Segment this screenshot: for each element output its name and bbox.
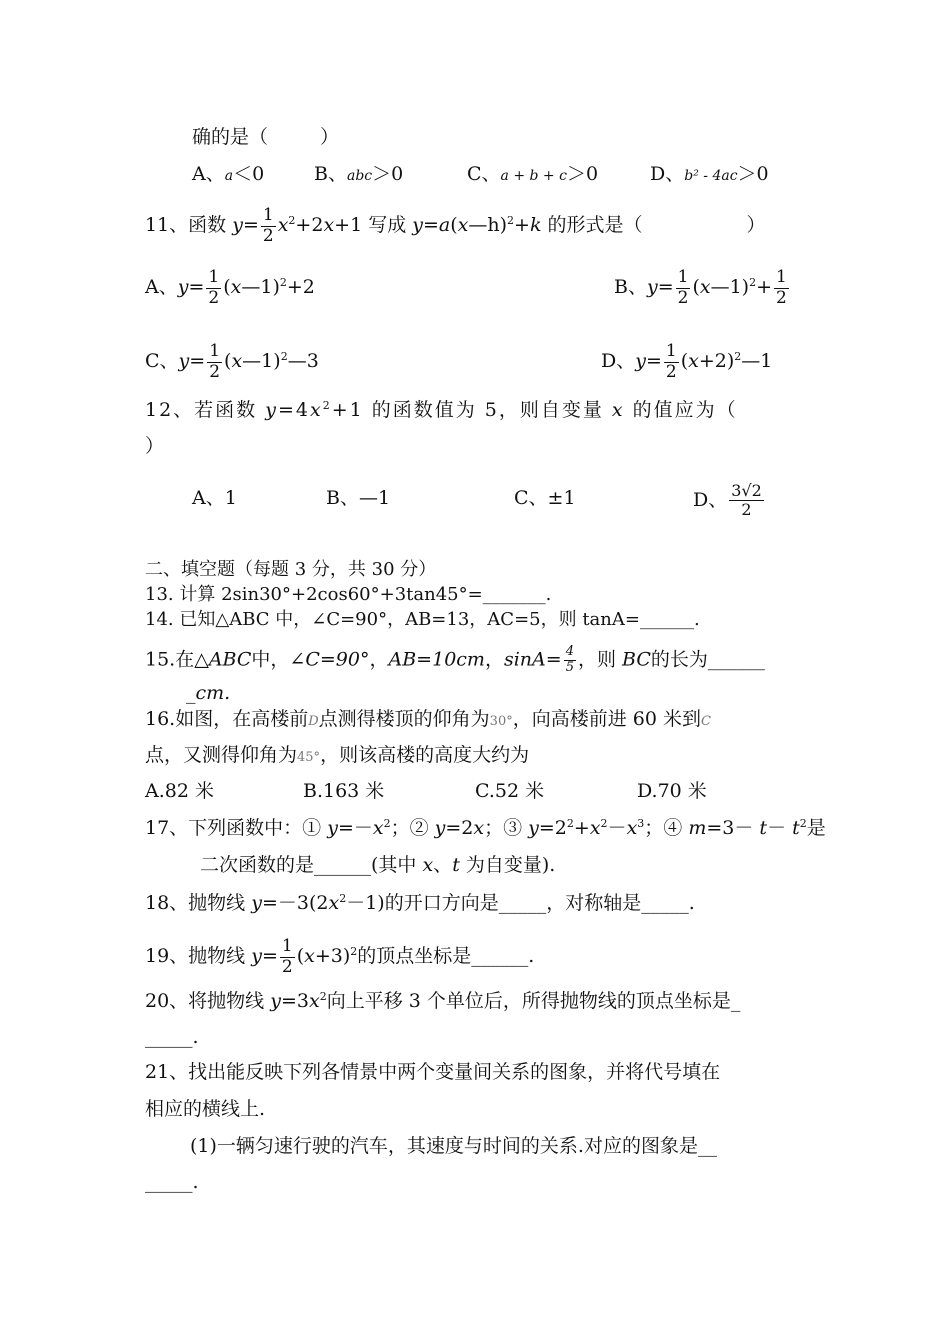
q12-option-d: D、 $\frac{3√2}{2}$ [693,481,762,520]
q16-option-a: A.82 米 [145,780,214,802]
q16-line2: 点，又测得仰角为45°，则该高楼的高度大约为 [145,744,530,766]
q11-option-d: D、y= $\frac{1}{2}$ $(x+2)^2—1$ [601,341,773,382]
q10-option-d: D、b² - 4ac＞0 [650,163,769,185]
q12-option-a: A、1 [192,487,237,509]
q13-text: 13. 计算 2sin30°+2cos60°+3tan45°=_______. [145,584,552,605]
q11-option-a: A、y= $\frac{1}{2}$ (x—1)$^2$+2 [145,267,315,308]
q21-sub1-cont: _____. [145,1171,199,1193]
q11-option-c: C、y= $\frac{1}{2}$ (x—1)$^2$—3 [145,341,319,382]
q20-line2: _____. [145,1026,199,1048]
q16-option-d: D.70 米 [637,780,707,802]
q21-line2: 相应的横线上. [145,1098,266,1120]
q11-stem: 11、函数 y= $\frac{1}{2}$ $x^2+2x+1$ 写成 y=a(x—h)$^2$+k 的形式是（ ） [145,205,766,246]
q16-option-b: B.163 米 [303,780,385,802]
q15-text: 15.在△ABC中，∠C=90°，AB=10cm，sinA= $\frac{4}{5}$ ，则 BC的长为______ [145,644,765,675]
q10-option-a: A、a＜0 [192,163,265,185]
q12-option-c: C、±1 [514,487,576,509]
q12-option-b: B、—1 [326,487,391,509]
q10-option-c: C、a + b + c＞0 [467,163,599,185]
q10-option-b: B、abc＞0 [314,163,404,185]
q16-option-c: C.52 米 [475,780,545,802]
section-title: 二、填空题（每题 3 分，共 30 分） [145,559,437,580]
q20-line1: 20、将抛物线 $y=3x^2$向上平移 3 个单位后，所得抛物线的顶点坐标是_ [145,990,741,1012]
q12-stem: 12、若函数 $y=4x^2+1$ 的函数值为 5，则自变量 x 的值应为（ [145,399,738,421]
q10-stem-tail: 确的是（ ） [192,126,340,148]
q12-stem-end: ） [145,435,165,457]
q14-text: 14. 已知△ABC 中，∠C=90°，AB=13，AC=5，则 tanA=______. [145,609,700,630]
q15-cont: _cm. [186,682,231,704]
q11-option-b: B、y= $\frac{1}{2}$ (x—1)$^2$+ $\frac{1}{2}$ [614,267,787,308]
q16-line1: 16.如图，在高楼前D点测得楼顶的仰角为30°，向高楼前进 60 米到C [145,708,711,730]
q17-line1: 17、下列函数中：① $y=-x^2$；② y=2x；③ $y=2^2+x^2-x^3$；④ $m=3- t- t^2$是 [145,817,826,839]
q21-line1: 21、找出能反映下列各情景中两个变量间关系的图象，并将代号填在 [145,1061,721,1083]
q17-line2: 二次函数的是______(其中 x、t 为自变量). [200,854,556,876]
q19-text: 19、抛物线 y= $\frac{1}{2}$ $(x+3)^2$的顶点坐标是______. [145,936,535,977]
q21-sub1: (1)一辆匀速行驶的汽车，其速度与时间的关系.对应的图象是__ [190,1135,717,1157]
q18-text: 18、抛物线 $y=-3(2x^2-1)$的开口方向是_____，对称轴是_____. [145,892,695,914]
